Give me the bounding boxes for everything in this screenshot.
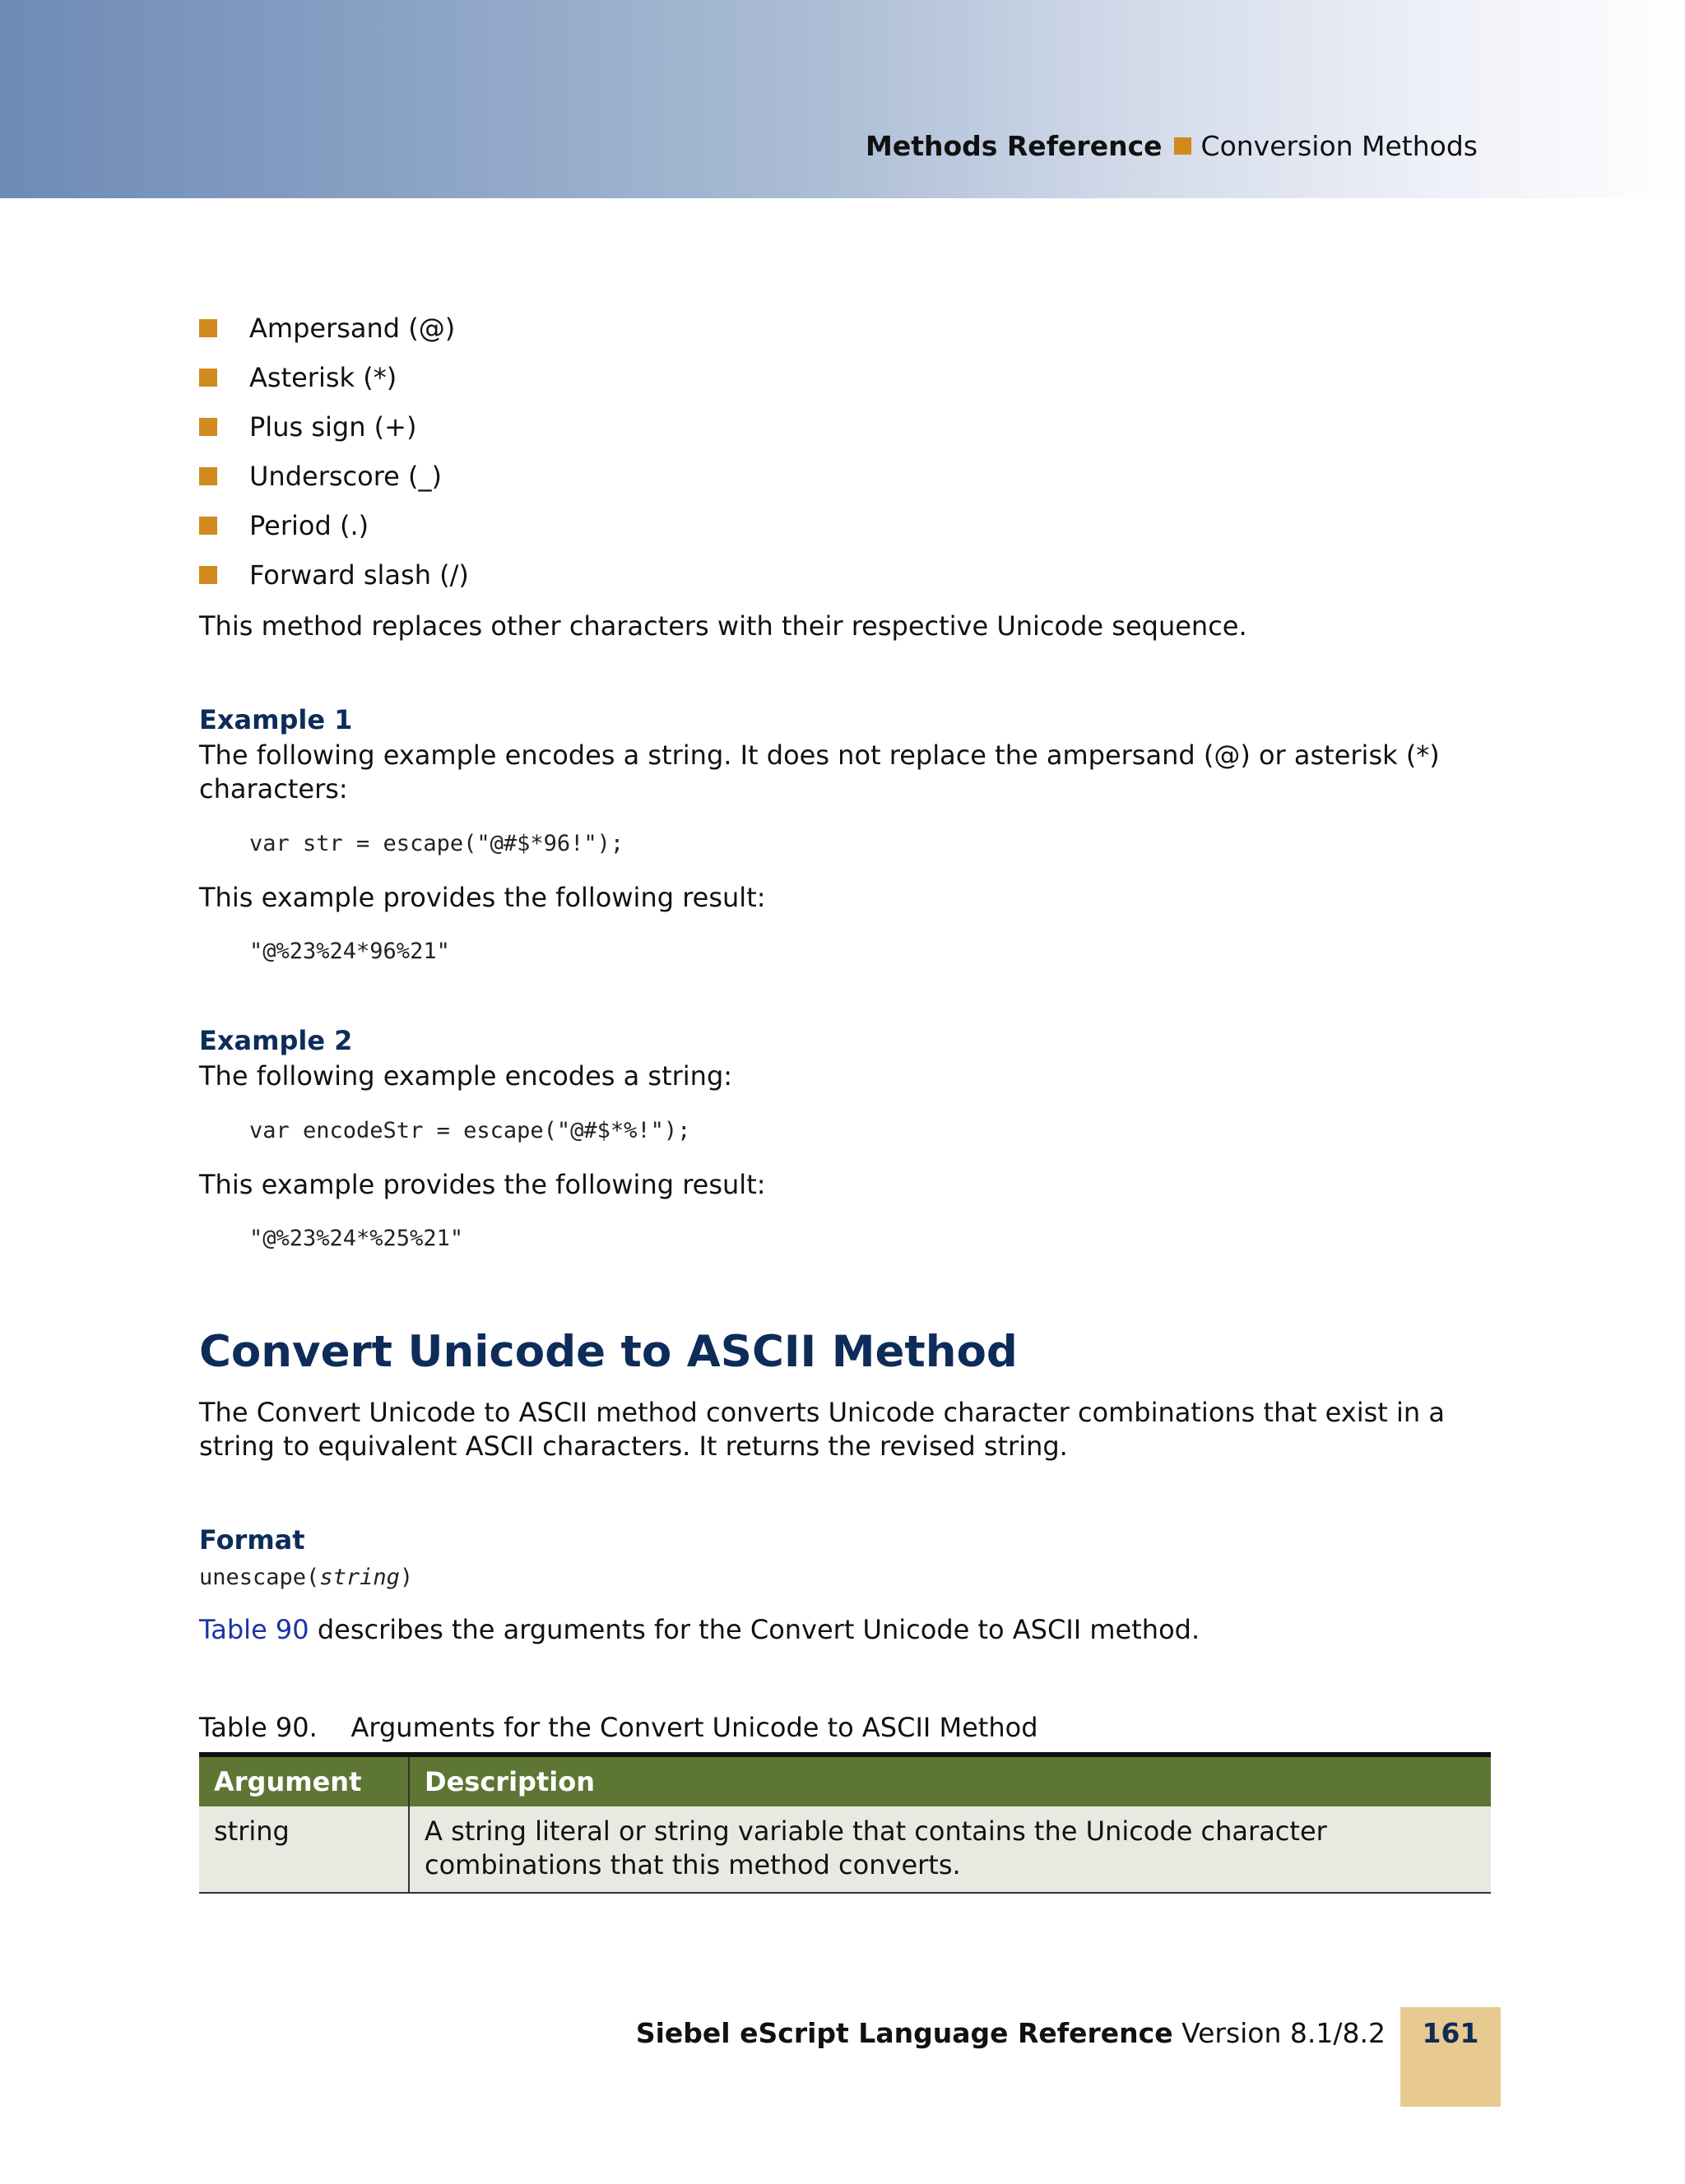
list-item (199, 411, 416, 443)
list-item (199, 313, 455, 344)
arguments-table (199, 1752, 1491, 1894)
example-2-code: var encodeStr = escape("@#$*%!"); (249, 1118, 691, 1143)
bullet-icon (199, 467, 217, 485)
list-item-text: Asterisk (*) (249, 362, 397, 393)
list-item (199, 362, 397, 393)
argument-cell: string (199, 1806, 409, 1893)
list-item-text: Period (.) (249, 510, 369, 541)
format-code-function: unescape( (199, 1565, 320, 1590)
example-2-result: "@%23%24*%25%21" (249, 1226, 464, 1251)
table-reference-text: describes the arguments for the Convert Unicode to ASCII method. (309, 1614, 1200, 1645)
column-header-argument: Argument (199, 1755, 409, 1806)
table-row (199, 1806, 1491, 1893)
bullet-icon (199, 418, 217, 436)
example-2-result-label: This example provides the following result: (199, 1169, 766, 1200)
table-reference-paragraph (199, 1613, 1491, 1647)
list-item (199, 461, 442, 492)
section-description: The Convert Unicode to ASCII method converts Unicode character combinations that exist in a string to equivalent ASCII characters. It returns the revised string. (199, 1397, 1445, 1462)
format-code-argument: string (319, 1565, 400, 1590)
description-cell: A string literal or string variable that contains the Unicode character combinations that this method converts. (409, 1806, 1491, 1893)
bullet-icon (199, 369, 217, 387)
table-header-row (199, 1755, 1491, 1806)
example-1-code: var str = escape("@#$*96!"); (249, 831, 624, 856)
format-code-end: ) (399, 1565, 414, 1590)
list-item-text: Underscore (_) (249, 461, 442, 492)
footer-version: Version 8.1/8.2 (1172, 2017, 1386, 2049)
header-section: Methods Reference (865, 130, 1163, 162)
bullet-icon (199, 566, 217, 584)
format-heading: Format (199, 1524, 305, 1556)
header-band (0, 0, 1685, 198)
footer-title: Siebel eScript Language Reference (635, 2017, 1173, 2049)
bullet-icon (199, 517, 217, 535)
example-1-heading: Example 1 (199, 704, 353, 735)
example-2-text: The following example encodes a string: (199, 1060, 733, 1092)
example-2-heading: Example 2 (199, 1025, 353, 1056)
example-1-result: "@%23%24*96%21" (249, 939, 450, 964)
intro-paragraph: This method replaces other characters with their respective Unicode sequence. (199, 610, 1247, 642)
list-item-text: Plus sign (+) (249, 411, 417, 443)
section-title: Convert Unicode to ASCII Method (199, 1327, 1018, 1377)
column-header-description: Description (409, 1755, 1491, 1806)
page-number-box (1400, 2007, 1501, 2107)
table-caption: Table 90. Arguments for the Convert Unicode to ASCII Method (199, 1712, 1038, 1743)
example-1-text: The following example encodes a string. It does not replace the ampersand (@) or asterisk (*) characters: (199, 740, 1440, 805)
footer (636, 2017, 1386, 2049)
list-item (199, 510, 369, 541)
bullet-icon (199, 319, 217, 337)
format-code (199, 1565, 413, 1590)
header-separator-icon (1174, 137, 1191, 155)
list-item-text: Forward slash (/) (249, 559, 469, 591)
header-subsection: Conversion Methods (1200, 130, 1478, 162)
list-item (199, 559, 469, 591)
example-1-result-label: This example provides the following result: (199, 882, 766, 913)
page-number: 161 (1422, 2017, 1479, 2049)
running-header (866, 130, 1478, 162)
list-item-text: Ampersand (@) (249, 313, 456, 344)
table-90-link[interactable]: Table 90 (199, 1614, 309, 1645)
